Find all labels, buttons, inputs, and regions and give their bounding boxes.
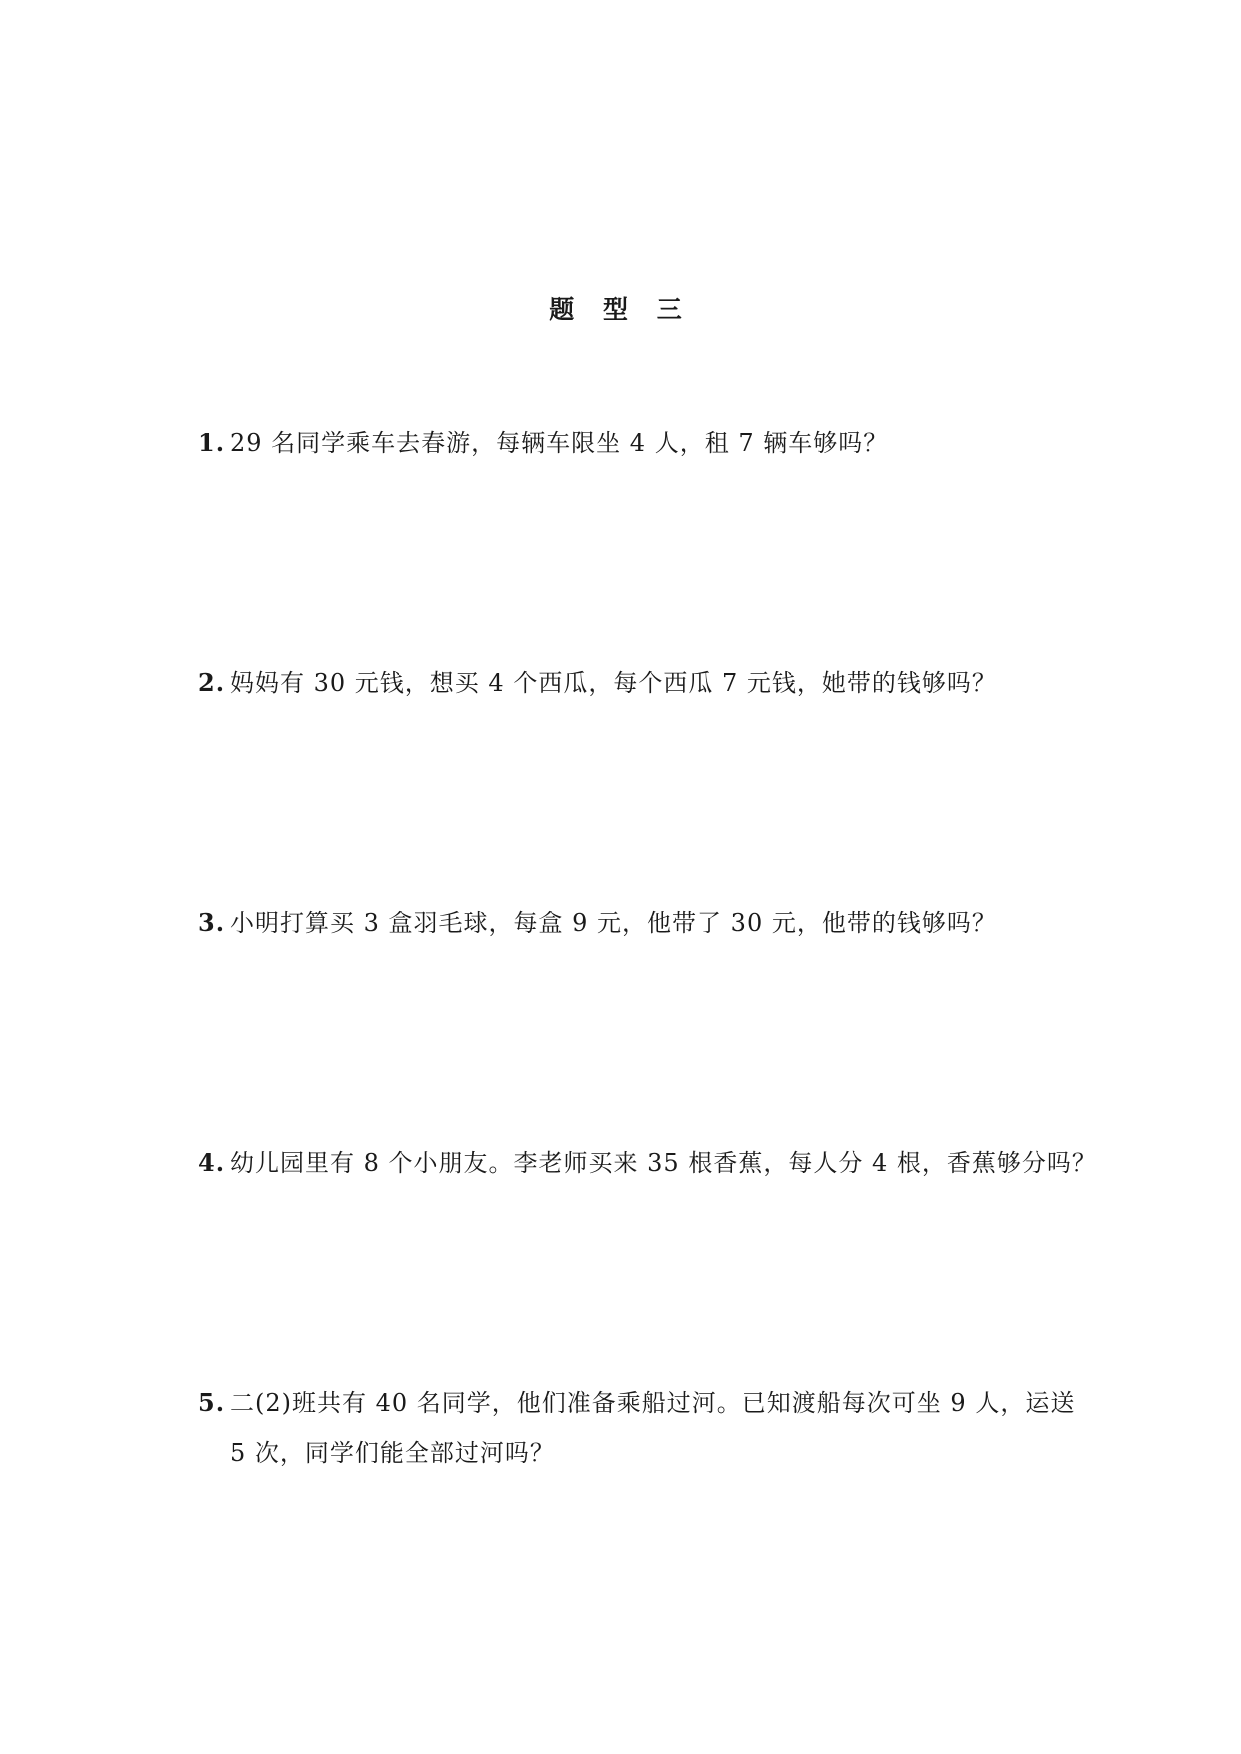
question-number: 1. (198, 428, 226, 457)
question-1 (198, 418, 1158, 468)
question-number: 2. (198, 668, 226, 697)
question-3 (198, 898, 1158, 948)
question-5 (198, 1378, 1158, 1478)
question-text: 小明打算买 3 盒羽毛球，每盒 9 元，他带了 30 元，他带的钱够吗？ (230, 909, 997, 937)
question-text: 妈妈有 30 元钱，想买 4 个西瓜，每个西瓜 7 元钱，她带的钱够吗？ (230, 669, 997, 697)
question-text: 二(2)班共有 40 名同学，他们准备乘船过河。已知渡船每次可坐 9 人，运送 (230, 1389, 1076, 1417)
question-number: 3. (198, 908, 226, 937)
question-text: 幼儿园里有 8 个小朋友。李老师买来 35 根香蕉，每人分 4 根，香蕉够分吗？ (230, 1149, 1097, 1177)
question-4 (198, 1138, 1158, 1188)
question-number: 4. (198, 1148, 226, 1177)
question-text-continuation: 5 次，同学们能全部过河吗？ (230, 1439, 555, 1467)
section-title: 题 型 三 (549, 295, 692, 324)
question-text: 29 名同学乘车去春游，每辆车限坐 4 人，租 7 辆车够吗？ (230, 429, 889, 457)
question-number: 5. (198, 1388, 226, 1417)
question-2 (198, 658, 1158, 708)
